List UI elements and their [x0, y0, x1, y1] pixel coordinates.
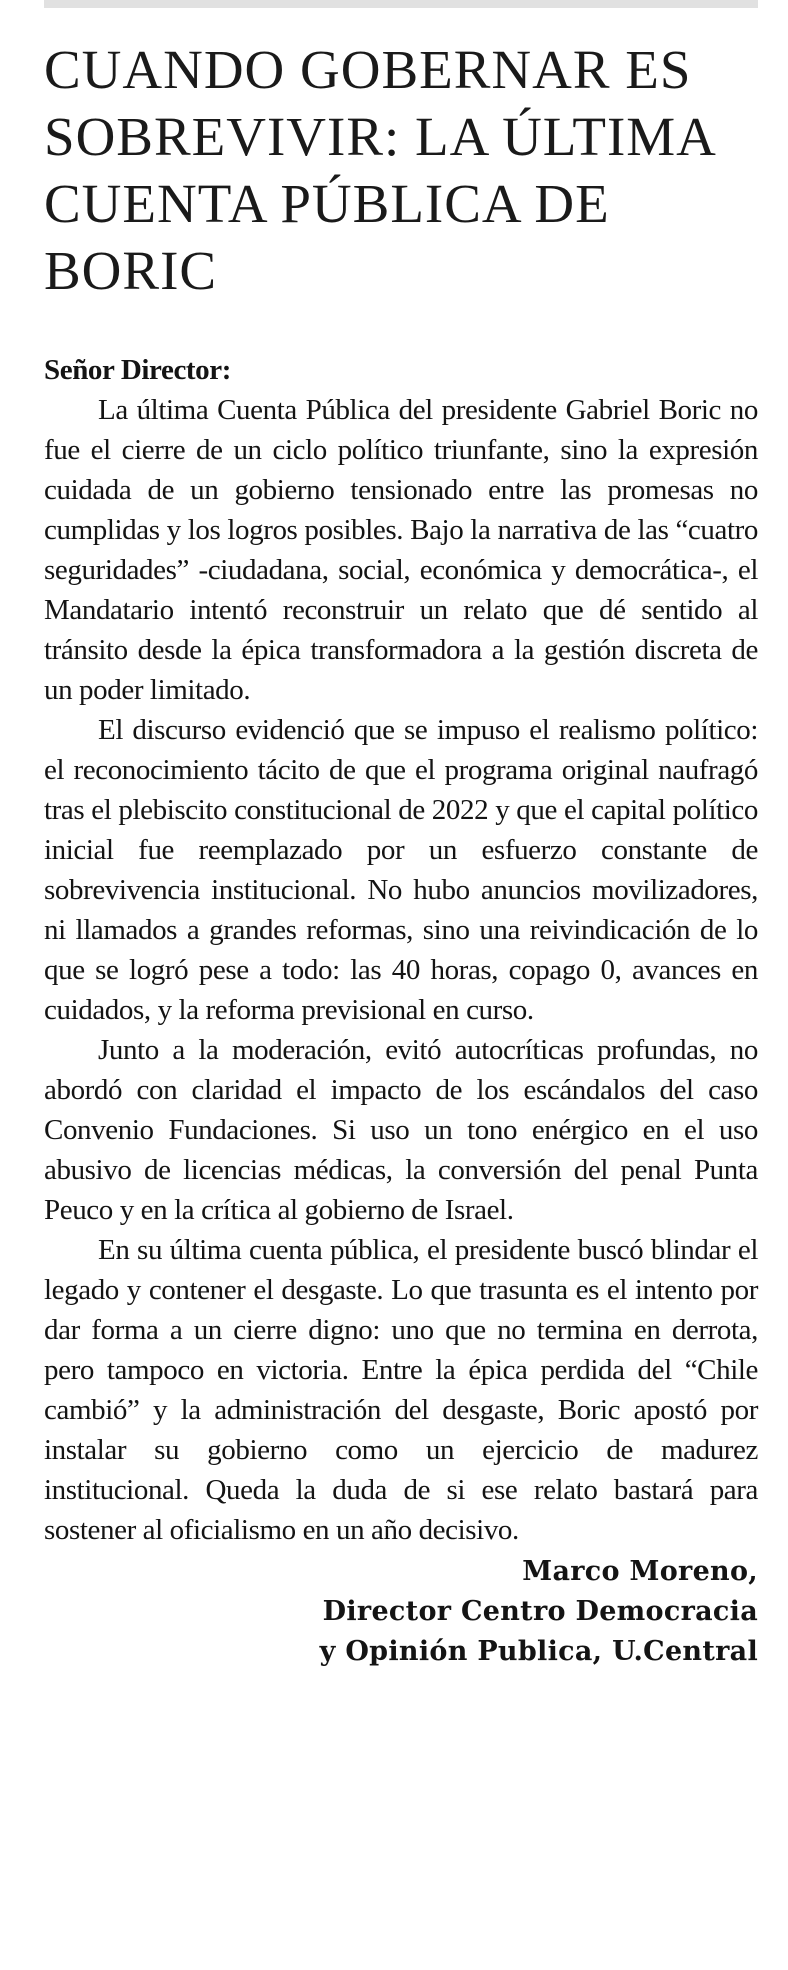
paragraph: El discurso evidenció que se impuso el realismo político: el reconocimiento tácito de que el programa original naufragó tras el plebiscito constitucional de 2022 y que el capital político inicial fue reemplazado por un esfuerzo constante de sobrevivencia institucional. No hubo anuncios movilizadores, ni llamados a grandes reformas, sino una reivindicación de lo que se logró pese a todo: las 40 horas, copago 0, avances en cuidados, y la reforma previsional en curso. — [44, 714, 758, 1026]
signature-name: Marco Moreno, — [522, 1556, 758, 1587]
signature-block — [44, 1552, 758, 1672]
signature-title: Director Centro Democracia — [322, 1596, 758, 1627]
salutation: Señor Director: — [44, 354, 232, 386]
top-divider — [44, 0, 758, 8]
paragraph: La última Cuenta Pública del presidente Gabriel Boric no fue el cierre de un ciclo político triunfante, sino la expresión cuidada de un gobierno tensionado entre las promesas no cumplidas y los logros posibles. Bajo la narrativa de las “cuatro seguridades” -ciudadana, social, económica y democrática-, el Mandatario intentó reconstruir un relato que dé sentido al tránsito desde la épica transformadora a la gestión discreta de un poder limitado. — [44, 394, 758, 706]
paragraph: Junto a la moderación, evitó autocríticas profundas, no abordó con claridad el impacto de los escándalos del caso Convenio Fundaciones. Si uso un tono enérgico en el uso abusivo de licencias médicas, la conversión del penal Punta Peuco y en la crítica al gobierno de Israel. — [44, 1034, 758, 1226]
headline: CUANDO GOBERNAR ES SOBREVIVIR: LA ÚLTIMA CUENTA PÚBLICA DE BORIC — [44, 39, 714, 301]
signature-affiliation: y Opinión Publica, U.Central — [319, 1636, 758, 1667]
letter-body — [44, 350, 758, 1672]
paragraph: En su última cuenta pública, el presidente buscó blindar el legado y contener el desgaste. Lo que trasunta es el intento por dar forma a un cierre digno: uno que no termina en derrota, pero tampoco en victoria. Entre la épica perdida del “Chile cambió” y la administración del desgaste, Boric apostó por instalar su gobierno como un ejercicio de madurez institucional. Queda la duda de si ese relato bastará para sostener al oficialismo en un año decisivo. — [44, 1234, 758, 1546]
